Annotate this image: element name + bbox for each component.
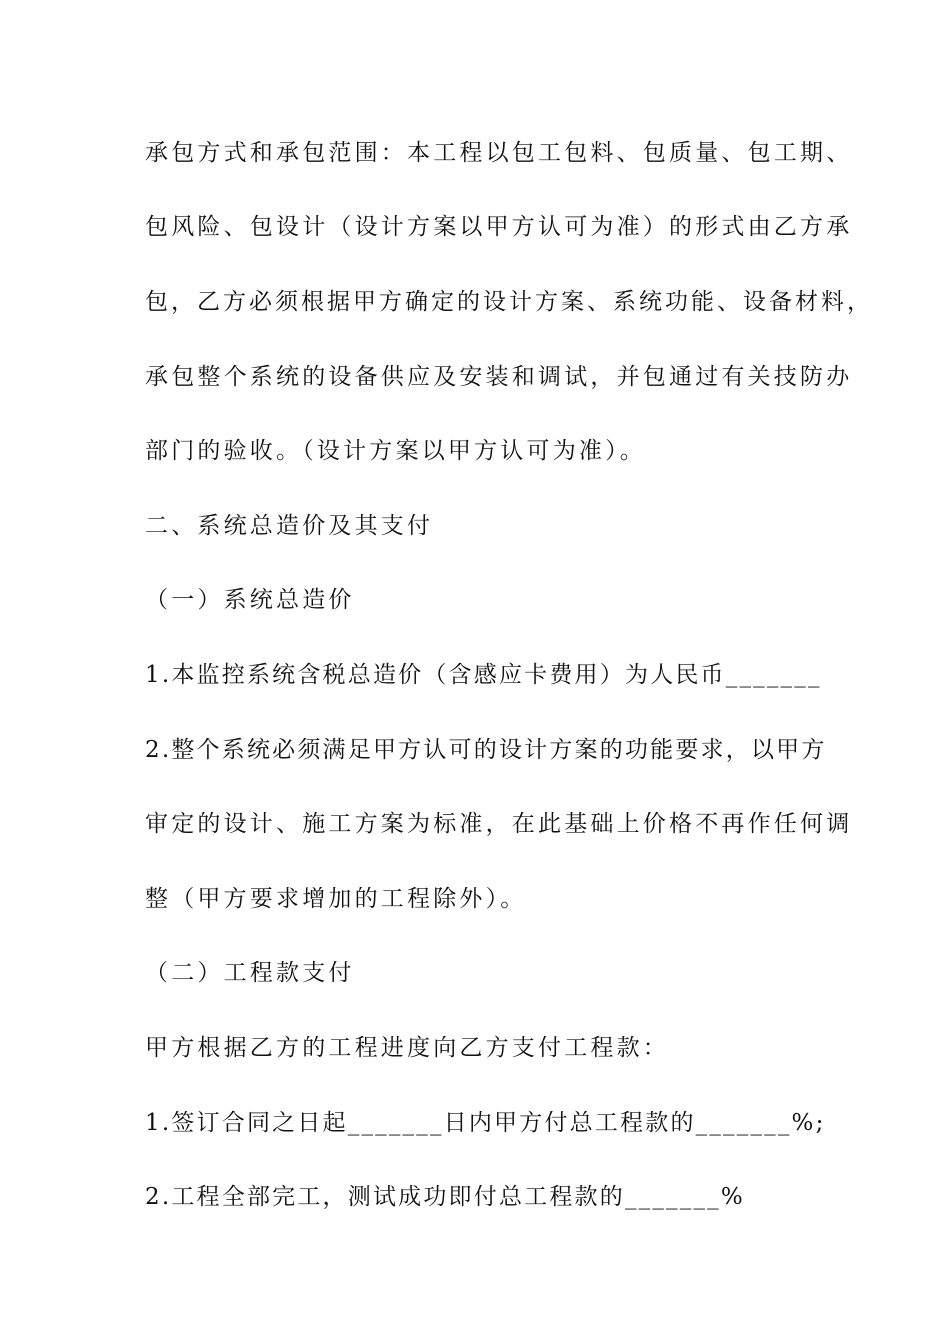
subsection-heading: （二）工程款支付 xyxy=(145,960,355,986)
paragraph-line: 部门的验收。（设计方案以甲方认可为准）。 xyxy=(145,438,646,464)
paragraph-line: 整（甲方要求增加的工程除外）。 xyxy=(145,886,527,912)
list-item: 1.签订合同之日起_______日内甲方付总工程款的_______%; xyxy=(145,1110,826,1136)
subsection-heading: （一）系统总造价 xyxy=(145,587,355,613)
paragraph-line: 承包整个系统的设备供应及安装和调试，并包通过有关技防办 xyxy=(145,364,853,390)
paragraph-line: 承包方式和承包范围：本工程以包工包料、包质量、包工期、 xyxy=(145,140,853,166)
list-item: 1.本监控系统含税总造价（含感应卡费用）为人民币_______ xyxy=(145,662,822,688)
paragraph-line: 包风险、包设计（设计方案以甲方认可为准）的形式由乙方承 xyxy=(145,214,853,240)
list-item: 2.整个系统必须满足甲方认可的设计方案的功能要求，以甲方 xyxy=(145,737,827,763)
list-item: 2.工程全部完工，测试成功即付总工程款的_______% xyxy=(145,1184,745,1210)
section-heading: 二、系统总造价及其支付 xyxy=(145,513,434,539)
paragraph-line: 包，乙方必须根据甲方确定的设计方案、系统功能、设备材料， xyxy=(145,289,873,315)
paragraph-line: 审定的设计、施工方案为标准，在此基础上价格不再作任何调 xyxy=(145,811,853,837)
paragraph-line: 甲方根据乙方的工程进度向乙方支付工程款： xyxy=(145,1035,669,1061)
